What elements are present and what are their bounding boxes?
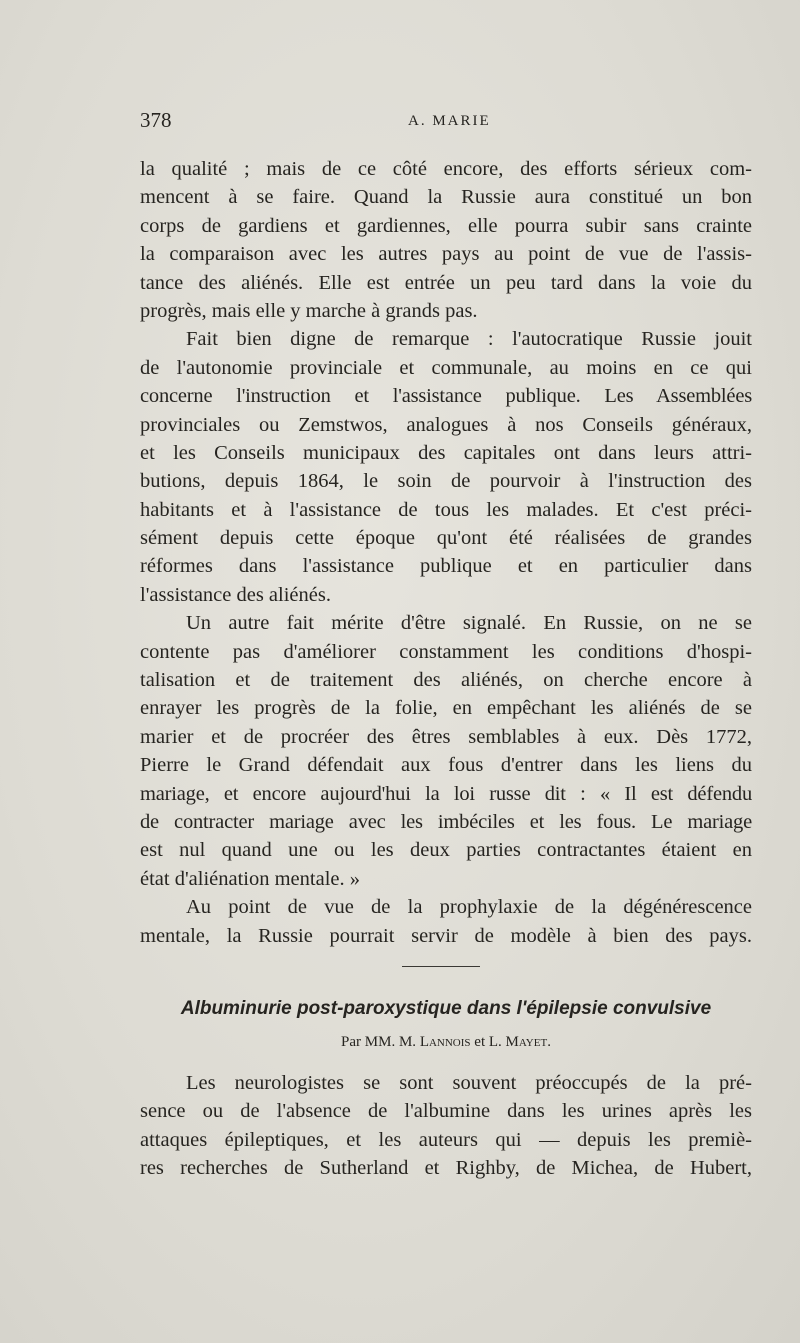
text-line: habitants et à l'assistance de tous les malades. Et c'est préci- xyxy=(140,498,752,521)
text-line: réformes dans l'assistance publique et en particulier dans xyxy=(140,555,752,578)
article-title: Albuminurie post-paroxystique dans l'épilepsie convulsive xyxy=(180,998,712,1019)
text-line: et les Conseils municipaux des capitales ont dans leurs attri- xyxy=(140,441,752,464)
byline-end: . xyxy=(547,1034,551,1050)
text-line: Un autre fait mérite d'être signalé. En Russie, on ne se xyxy=(186,612,752,635)
page-header xyxy=(140,108,752,132)
text-line: sence ou de l'absence de l'albumine dans les urines après les xyxy=(140,1100,752,1123)
text-line: Pierre le Grand défendait aux fous d'entrer dans les liens du xyxy=(140,754,752,777)
text-line: talisation et de traitement des aliénés, on cherche encore à xyxy=(140,669,752,692)
text-line: de l'autonomie provinciale et communale, au moins en ce qui xyxy=(140,356,752,379)
section-divider xyxy=(402,966,480,967)
text-line: attaques épileptiques, et les auteurs qui — depuis les premiè- xyxy=(140,1128,752,1151)
author-name: Lannois xyxy=(419,1034,471,1050)
text-line: enrayer les progrès de la folie, en empêchant les aliénés de se xyxy=(140,697,752,720)
text-line: Fait bien digne de remarque : l'autocratique Russie jouit xyxy=(186,328,752,351)
running-head: A. MARIE xyxy=(408,113,491,129)
page-number: 378 xyxy=(140,108,172,132)
text-line: corps de gardiens et gardiennes, elle pourra subir sans crainte xyxy=(140,214,752,237)
body-text-section-1 xyxy=(140,155,752,950)
text-line: sément depuis cette époque qu'ont été réalisées de grandes xyxy=(140,527,752,550)
text-line: butions, depuis 1864, le soin de pourvoir à l'instruction des xyxy=(140,470,752,493)
text-line: res recherches de Sutherland et Righby, de Michea, de Hubert, xyxy=(140,1157,752,1180)
text-line: mentale, la Russie pourrait servir de modèle à bien des pays. xyxy=(140,924,752,947)
text-line: contente pas d'améliorer constamment les conditions d'hospi- xyxy=(140,640,752,663)
text-line: de contracter mariage avec les imbéciles et les fous. Le mariage xyxy=(140,810,752,833)
author-name: Mayet xyxy=(505,1034,548,1050)
byline-conjunction: et L. xyxy=(470,1034,506,1050)
text-line: provinciales ou Zemstwos, analogues à nos Conseils généraux, xyxy=(140,413,752,436)
article-byline xyxy=(140,1031,752,1053)
text-line: état d'aliénation mentale. » xyxy=(140,867,360,890)
body-text-section-2 xyxy=(140,1069,752,1183)
text-line: l'assistance des aliénés. xyxy=(140,583,331,606)
text-line: Au point de vue de la prophylaxie de la dégénérescence xyxy=(186,896,752,919)
byline-prefix: Par MM. M. xyxy=(341,1034,420,1050)
text-line: concerne l'instruction et l'assistance publique. Les Assemblées xyxy=(140,385,752,408)
text-line: la comparaison avec les autres pays au point de vue de l'assis- xyxy=(140,243,752,266)
text-line: progrès, mais elle y marche à grands pas. xyxy=(140,299,478,322)
text-line: la qualité ; mais de ce côté encore, des efforts sérieux com- xyxy=(140,158,752,180)
text-line: Les neurologistes se sont souvent préoccupés de la pré- xyxy=(186,1072,752,1094)
text-line: marier et de procréer des êtres semblables à eux. Dès 1772, xyxy=(140,725,752,748)
text-line: est nul quand une ou les deux parties contractantes étaient en xyxy=(140,839,752,862)
text-line: mencent à se faire. Quand la Russie aura constitué un bon xyxy=(140,186,752,209)
text-line: mariage, et encore aujourd'hui la loi russe dit : « Il est défendu xyxy=(140,782,752,805)
text-line: tance des aliénés. Elle est entrée un peu tard dans la voie du xyxy=(140,271,752,294)
